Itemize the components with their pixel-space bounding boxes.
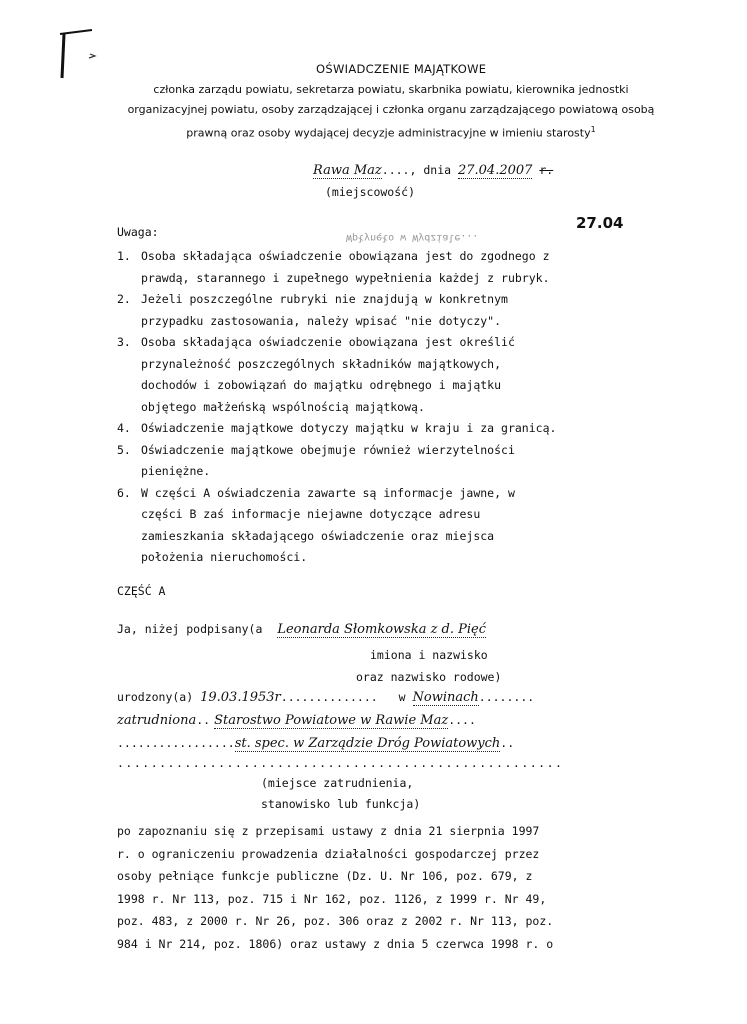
notes-heading: Uwaga: bbox=[117, 225, 159, 239]
note-line: 6. W części A oświadczenia zawarte są informacje jawne, w bbox=[117, 483, 556, 505]
employer: Starostwo Powiatowe w Rawie Maz bbox=[214, 713, 449, 728]
footnote-mark: 1 bbox=[590, 125, 596, 134]
work-caption: (miejsce zatrudnienia, bbox=[261, 776, 414, 790]
document-subtitle bbox=[88, 80, 694, 144]
note-line: zamieszkania składającego oświadczenie oraz miejsca bbox=[141, 528, 495, 543]
subtitle-line: członka zarządu powiatu, sekretarza powiatu, skarbnika powiatu, kierownika jednostki bbox=[153, 83, 629, 96]
body-text: po zapoznaniu się z przepisami ustawy z dnia 21 sierpnia 1997 r. o ograniczeniu prowadzenia działalności gospodarczej przez osoby pełniące funkcje publiczne (Dz. U. Nr 106, poz. 679, z 1998 r. Nr 113, poz. 715 i Nr 162, poz. 1126, z 1999 r. Nr 49, poz. 483, z 2000 r. Nr 26, poz. 306 oraz z 2002 r. Nr 113, poz. 984 i Nr 214, poz. 1806) oraz ustawy z dnia 5 czerwca 1998 r. o bbox=[117, 824, 554, 951]
date-value: 27.04.2007 bbox=[457, 163, 533, 178]
note-line: dochodów i zobowiązań do majątku odrębnego i majątku bbox=[141, 378, 502, 392]
work-caption: stanowisko lub funkcja) bbox=[261, 797, 421, 811]
place-date-line: Rawa Maz...., dnia 27.04.2007 r. bbox=[313, 163, 554, 178]
empty-dotted-line: ..................................................... bbox=[117, 756, 564, 770]
position-line: .................st. spec. w Zarządzie Dróg Powiatowych.. bbox=[117, 736, 515, 751]
subtitle-line: organizacyjnej powiatu, osoby zarządzającej i członka organu zarządzającego powiatową osobą bbox=[127, 103, 655, 116]
note-line: 4. Oświadczenie majątkowe dotyczy majątku w kraju i za granicą. bbox=[117, 418, 556, 440]
corner-mark bbox=[52, 20, 102, 82]
mirrored-stamp-text: Wpłynęło w Wydziale... bbox=[346, 232, 479, 243]
part-a-heading: CZĘŚĆ A bbox=[117, 584, 166, 598]
position: st. spec. w Zarządzie Dróg Powiatowych bbox=[234, 736, 501, 751]
note-number: 4. bbox=[117, 421, 131, 435]
note-line: objętego małżeńską wspólnością majątkową. bbox=[141, 399, 425, 414]
signer-line bbox=[117, 622, 486, 638]
note-line: części B zaś informacje niejawne dotyczące adresu bbox=[141, 507, 481, 521]
signer-label: Ja, niżej podpisany(a bbox=[117, 622, 263, 636]
note-line: 5. Oświadczenie majątkowe obejmuje również wierzytelności bbox=[117, 440, 556, 462]
note-number: 2. bbox=[117, 292, 131, 306]
registration-stamp: 27.04 bbox=[576, 214, 624, 232]
note-line: prawdą, starannego i zupełnego wypełnienia każdej z rubryk. bbox=[141, 270, 550, 285]
birth-place: Nowinach bbox=[412, 690, 479, 705]
notes-list bbox=[117, 246, 556, 569]
name-caption: oraz nazwisko rodowe) bbox=[356, 670, 502, 684]
place-value: Rawa Maz bbox=[313, 163, 382, 178]
birth-line: urodzony(a) 19.03.1953r.............. w Nowinach........ bbox=[117, 690, 535, 705]
subtitle-line: prawną oraz osoby wydającej decyzje administracyjne w imieniu starosty$^1$ bbox=[186, 125, 596, 140]
note-line: 1. Osoba składająca oświadczenie obowiązana jest do zgodnego z bbox=[117, 246, 556, 268]
date-label: dnia bbox=[423, 163, 452, 177]
note-line: przypadku zastosowania, należy wpisać "nie dotyczy". bbox=[141, 313, 502, 328]
note-number: 3. bbox=[117, 335, 131, 349]
place-caption: (miejscowość) bbox=[325, 185, 416, 199]
note-line: 3. Osoba składająca oświadczenie obowiązana jest określić bbox=[117, 332, 556, 354]
note-line: przynależność poszczególnych składników majątkowych, bbox=[141, 356, 502, 371]
note-number: 5. bbox=[117, 442, 131, 457]
signer-value: Leonarda Słomkowska z d. Pięć bbox=[277, 622, 487, 637]
document-title: OŚWIADCZENIE MAJĄTKOWE bbox=[316, 62, 487, 76]
note-line: 2. Jeżeli poszczególne rubryki nie znajdują w konkretnym bbox=[117, 289, 556, 311]
note-number: 6. bbox=[117, 485, 131, 500]
note-number: 1. bbox=[117, 249, 131, 263]
note-line: pieniężne. bbox=[141, 464, 211, 478]
employment-line: zatrudniona.. Starostwo Powiatowe w Rawie Maz.... bbox=[117, 713, 476, 728]
note-line: położenia nieruchomości. bbox=[141, 550, 308, 564]
name-caption: imiona i nazwisko bbox=[370, 648, 488, 662]
birth-date: 19.03.1953r bbox=[200, 690, 281, 705]
